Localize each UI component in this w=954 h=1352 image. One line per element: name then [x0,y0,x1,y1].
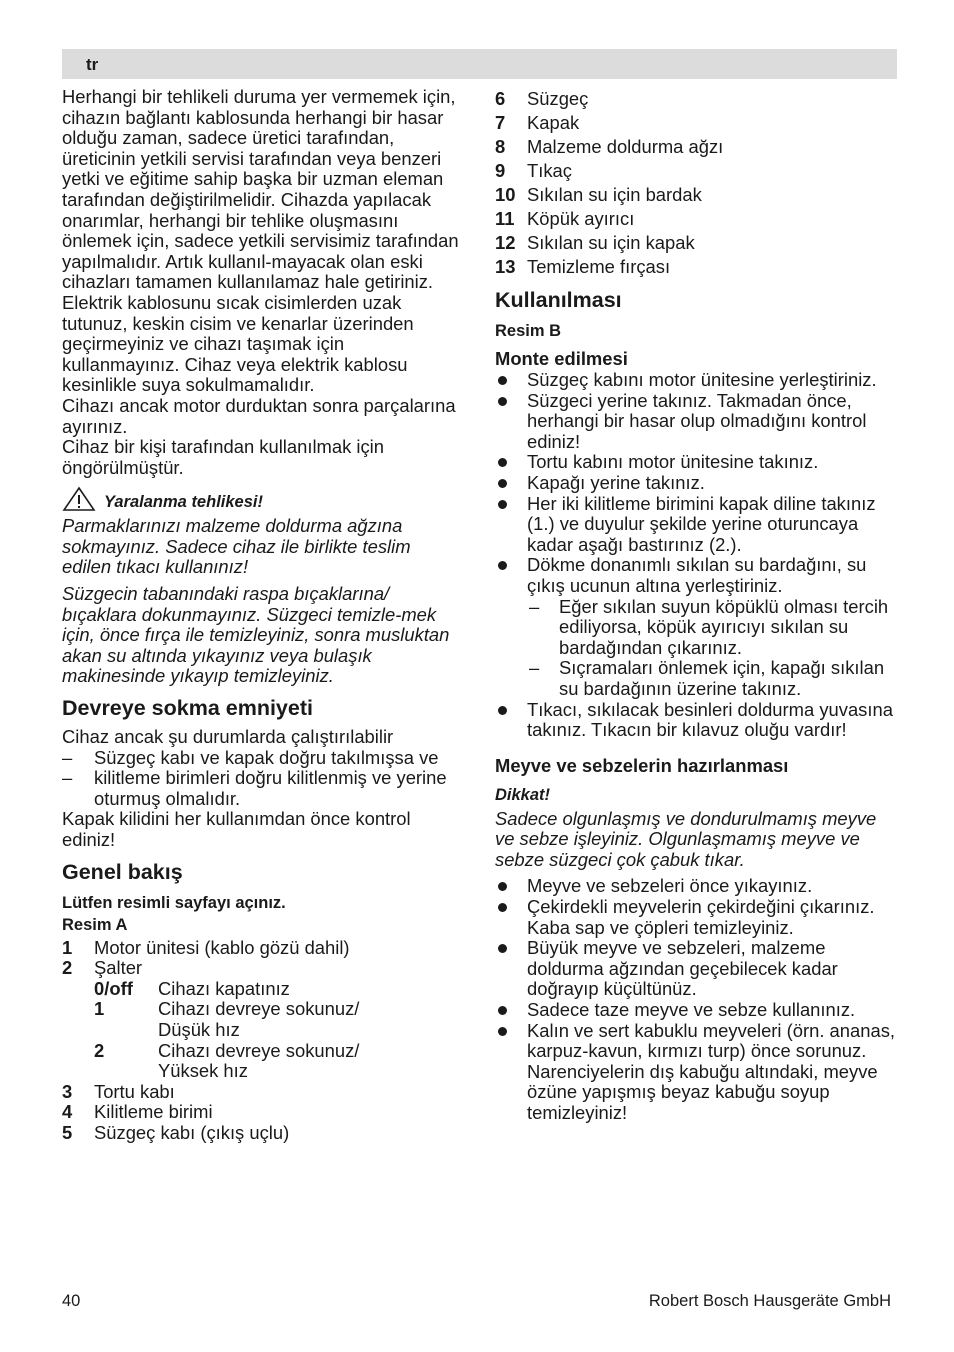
parts-list-item: 3 Tortu kabı [62,1080,175,1102]
parts-list-item: 13 Temizleme fırçası [495,256,671,277]
parts-list-item: 5 Süzgeç kabı (çıkış uçlu) [62,1121,290,1143]
company-name: Robert Bosch Hausgeräte GmbH [648,1292,891,1310]
bullet-item: Tıkacı, sıkılacak besinleri doldurma yuvasına takınız. Tıkacın bir kılavuz oluğu vardır! [495,700,900,741]
warning-heading [62,486,464,512]
bullet-item: Çekirdekli meyvelerin çekirdeğini çıkarınız. Kaba sap ve çöpleri temizleyiniz. [495,897,900,938]
paragraph: Herhangi bir tehlikeli duruma yer vermemek için, cihazın bağlantı kablosunda herhangi bir hasar olduğu zaman, sadece üretici tarafından, üreticinin yetkili servisi tarafından veya benzeri yetki ve eğitime sahip başka bir uzman eleman tarafından değiştirilmelidir. Cihazda yapılacak onarımlar, herhangi bir tehlike oluşmasını önlemek için, sadece yetkili servisimiz tarafından yapılmalıdır. Artık kullanıl-mayacak olan eski cihazları tamamen kullanılamaz hale getiriniz. [62,86,459,293]
paragraph: Kapak kilidini her kullanımdan önce kontrol ediniz! [62,808,411,850]
parts-list-item: 9 Tıkaç [495,160,572,181]
paragraph: Cihaz bir kişi tarafından kullanılmak için öngörülmüştür. [62,436,384,478]
subsection-title: Meyve ve sebzelerin hazırlanması [495,754,789,776]
warning-text: Parmaklarınızı malzeme doldurma ağzına sokmayınız. Sadece cihaz ile birlikte teslim edilen tıkacı kullanınız! [62,515,411,578]
language-code: tr [86,55,99,74]
dash-item: – Sıçramaları önlemek için, kapağı sıkılan su bardağının üzerine takınız. [495,658,900,699]
bullet-item: Meyve ve sebzeleri önce yıkayınız. [495,876,900,897]
parts-list-item: 2 Şalter [62,957,143,979]
bullet-item: Kalın ve sert kabuklu meyveleri (örn. ananas, karpuz-kavun, kırmızı turp) önce sorunuz. Narenciyelerin dış kabuğu altındaki, meyve özüne yapışmış beyaz kabuğu soyup temizleyiniz! [495,1021,900,1124]
subheading: Resim B [495,322,562,340]
switch-item: 1 Cihazı devreye sokunuz/ Düşük hız [94,998,360,1040]
parts-list-item: 11 Köpük ayırıcı [495,208,635,229]
parts-list-item: 8 Malzeme doldurma ağzı [495,136,724,157]
switch-item: 2 Cihazı devreye sokunuz/ Yüksek hız [94,1039,360,1082]
paragraph: Cihaz ancak şu durumlarda çalıştırılabilir [62,726,394,748]
caution-text: Sadece olgunlaşmış ve dondurulmamış meyve ve sebze işleyiniz. Olgunlaşmamış meyve ve sebze süzgeci çok çabuk tıkar. [495,807,877,870]
right-column [495,87,900,1124]
warning-text: Süzgecin tabanındaki raspa bıçaklarına/ bıçaklara dokunmayınız. Süzgeci temizle-mek için, önce fırça ile temizleyiniz, sonra musluktan akan su altında yıkayınız veya bulaşık makinesinde yıkayıp temizleyiniz. [62,583,450,687]
switch-item: 0/off Cihazı kapatınız [94,977,290,999]
bullet-item: Süzgeci yerine takınız. Takmadan önce, herhangi bir hasar olup olmadığını kontrol ediniz! [495,391,900,453]
parts-list-item: 6 Süzgeç [495,88,589,109]
subheading: Lütfen resimli sayfayı açınız. [62,893,286,912]
bullet-item: Sadece taze meyve ve sebze kullanınız. [495,1000,900,1021]
paragraph: Elektrik kablosunu sıcak cisimlerden uzak tutunuz, keskin cisim ve kenarlar üzerinden geçirmeyiniz ve cihazı taşımak için kullanmayınız. Cihaz veya elektrik kablosu kesinlikle suya sokulmamalıdır. [62,291,414,396]
parts-list-item: 12 Sıkılan su için kapak [495,232,695,253]
parts-list-item: 7 Kapak [495,112,580,133]
section-title: Genel bakış [62,859,183,884]
caution-label: Dikkat! [495,785,551,804]
language-bar [62,49,897,79]
dash-item: – kilitleme birimleri doğru kilitlenmiş ve yerine oturmuş olmalıdır. [62,768,464,809]
page-number: 40 [62,1292,81,1310]
parts-list-item: 10 Sıkılan su için bardak [495,184,702,205]
bullet-item: Büyük meyve ve sebzeleri, malzeme doldurma ağzından geçebilecek kadar doğrayıp küçültünüz. [495,938,900,1000]
subheading: Resim A [62,915,128,934]
warning-triangle-icon [62,486,96,512]
bullet-item: Her iki kilitleme birimini kapak diline takınız (1.) ve duyulur şekilde yerine oturuncaya kadar aşağı bastırınız (2.). [495,494,900,556]
bullet-item: Süzgeç kabını motor ünitesine yerleştiriniz. [495,370,900,391]
section-title: Devreye sokma emniyeti [62,696,313,721]
left-column [62,87,464,1144]
dash-item: – Eğer sıkılan suyun köpüklü olması tercih ediliyorsa, köpük ayırıcıyı sıkılan su bardağından çıkarınız. [495,597,900,659]
section-title: Kullanılması [495,288,622,312]
bullet-item: Kapağı yerine takınız. [495,473,900,494]
paragraph: Cihazı ancak motor durduktan sonra parçalarına ayırınız. [62,394,456,437]
subsection-title: Monte edilmesi [495,348,628,369]
bullet-item: Dökme donanımlı sıkılan su bardağını, su çıkış ucunun altına yerleştiriniz. [495,555,900,596]
dash-item: – Süzgeç kabı ve kapak doğru takılmışsa ve [62,748,464,769]
warning-title: Yaralanma tehlikesi! [104,492,263,511]
bullet-item: Tortu kabını motor ünitesine takınız. [495,452,900,473]
parts-list-item: 1 Motor ünitesi (kablo gözü dahil) [62,936,350,958]
parts-list-item: 4 Kilitleme birimi [62,1101,213,1123]
